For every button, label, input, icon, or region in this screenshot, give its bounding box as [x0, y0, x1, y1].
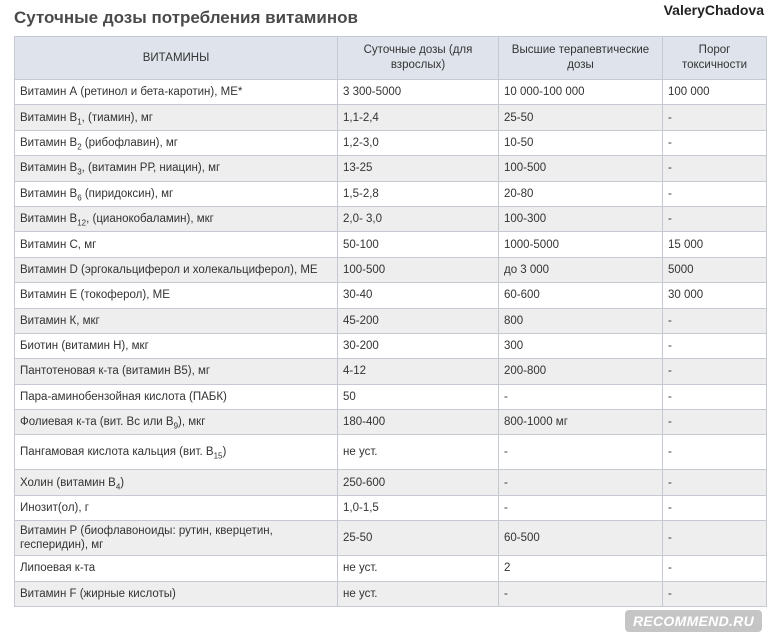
table-row: [15, 181, 767, 206]
toxicity-threshold-cell: -: [663, 105, 767, 130]
vitamin-name-suffix: ): [120, 476, 125, 489]
vitamin-name-text: Витамин В: [20, 111, 78, 124]
toxicity-threshold-cell: 100 000: [663, 80, 767, 105]
table-row: [15, 308, 767, 333]
vitamin-name-subscript: 3: [77, 167, 82, 177]
table-row: [15, 232, 767, 257]
vitamin-name-cell: Витамин А (ретинол и бета-каротин), МЕ*: [15, 80, 338, 105]
toxicity-threshold-cell: -: [663, 521, 767, 556]
table-row: [15, 156, 767, 181]
therapeutic-dose-cell: -: [499, 435, 663, 470]
vitamin-name-cell: Биотин (витамин Н), мкг: [15, 333, 338, 358]
vitamin-name-subscript: 15: [213, 451, 223, 461]
therapeutic-dose-cell: 200-800: [499, 359, 663, 384]
vitamin-name-cell: [15, 156, 338, 181]
vitamin-name-suffix: (пиридоксин), мг: [81, 187, 174, 200]
table-row: [15, 556, 767, 581]
vitamin-name-cell: [15, 181, 338, 206]
vitamin-name-cell: [15, 470, 338, 495]
therapeutic-dose-cell: -: [499, 384, 663, 409]
toxicity-threshold-cell: -: [663, 556, 767, 581]
vitamin-name-cell: Витамин D (эргокальциферол и холекальциферол), МЕ: [15, 257, 338, 282]
daily-dose-cell: 100-500: [338, 257, 499, 282]
author-name: ValeryChadova: [663, 2, 764, 18]
page-title: Суточные дозы потребления витаминов: [14, 8, 358, 27]
therapeutic-dose-cell: 10 000-100 000: [499, 80, 663, 105]
toxicity-threshold-cell: -: [663, 495, 767, 520]
daily-dose-cell: 30-40: [338, 283, 499, 308]
vitamin-name-subscript: 9: [173, 421, 179, 431]
vitamin-name-text: Витамин В: [20, 213, 78, 226]
toxicity-threshold-cell: -: [663, 581, 767, 606]
vitamin-name-cell: Витамин Е (токоферол), МЕ: [15, 283, 338, 308]
daily-dose-cell: 1,0-1,5: [338, 495, 499, 520]
toxicity-threshold-cell: -: [663, 130, 767, 155]
therapeutic-dose-cell: 60-500: [499, 521, 663, 556]
vitamin-name-cell: Пара-аминобензойная кислота (ПАБК): [15, 384, 338, 409]
table-row: [15, 257, 767, 282]
daily-dose-cell: 250-600: [338, 470, 499, 495]
column-header-therapeutic: Высшие терапевтические дозы: [499, 37, 663, 80]
daily-dose-cell: 1,1-2,4: [338, 105, 499, 130]
vitamin-name-suffix: ), мкг: [178, 416, 206, 429]
daily-dose-cell: 50: [338, 384, 499, 409]
vitamin-name-subscript: 4: [115, 481, 121, 491]
table-row: [15, 435, 767, 470]
vitamin-table: [14, 36, 767, 607]
daily-dose-cell: 13-25: [338, 156, 499, 181]
vitamin-name-text: Пангамовая кислота кальция (вит. В: [20, 446, 214, 459]
table-row: [15, 384, 767, 409]
daily-dose-cell: не уст.: [338, 581, 499, 606]
toxicity-threshold-cell: -: [663, 384, 767, 409]
therapeutic-dose-cell: 20-80: [499, 181, 663, 206]
vitamin-name-cell: [15, 206, 338, 231]
table-row: [15, 521, 767, 556]
therapeutic-dose-cell: 100-500: [499, 156, 663, 181]
daily-dose-cell: не уст.: [338, 556, 499, 581]
vitamin-name-suffix: ): [222, 446, 227, 459]
table-row: [15, 495, 767, 520]
daily-dose-cell: 45-200: [338, 308, 499, 333]
vitamin-name-suffix: , (тиамин), мг: [81, 111, 153, 124]
vitamin-name-text: Витамин В: [20, 187, 78, 200]
vitamin-name-cell: Витамин К, мкг: [15, 308, 338, 333]
toxicity-threshold-cell: 15 000: [663, 232, 767, 257]
vitamin-name-cell: [15, 435, 338, 470]
vitamin-name-cell: [15, 105, 338, 130]
therapeutic-dose-cell: -: [499, 470, 663, 495]
daily-dose-cell: 2,0- 3,0: [338, 206, 499, 231]
therapeutic-dose-cell: 100-300: [499, 206, 663, 231]
vitamin-name-subscript: 2: [77, 142, 82, 152]
table-row: [15, 410, 767, 435]
daily-dose-cell: 1,5-2,8: [338, 181, 499, 206]
vitamin-name-suffix: (рибофлавин), мг: [81, 136, 178, 149]
toxicity-threshold-cell: -: [663, 359, 767, 384]
daily-dose-cell: 30-200: [338, 333, 499, 358]
table-row: [15, 206, 767, 231]
therapeutic-dose-cell: 60-600: [499, 283, 663, 308]
therapeutic-dose-cell: 300: [499, 333, 663, 358]
vitamin-name-cell: [15, 130, 338, 155]
daily-dose-cell: 25-50: [338, 521, 499, 556]
vitamin-name-text: Холин (витамин В: [20, 476, 116, 489]
toxicity-threshold-cell: 5000: [663, 257, 767, 282]
vitamin-name-cell: Витамин С, мг: [15, 232, 338, 257]
toxicity-threshold-cell: 30 000: [663, 283, 767, 308]
vitamin-name-subscript: 6: [77, 193, 82, 203]
table-header-row: [15, 37, 767, 80]
table-row: [15, 359, 767, 384]
table-row: [15, 130, 767, 155]
table-row: [15, 581, 767, 606]
therapeutic-dose-cell: -: [499, 581, 663, 606]
vitamin-name-text: Витамин В: [20, 136, 78, 149]
toxicity-threshold-cell: -: [663, 410, 767, 435]
toxicity-threshold-cell: -: [663, 470, 767, 495]
therapeutic-dose-cell: до 3 000: [499, 257, 663, 282]
daily-dose-cell: 1,2-3,0: [338, 130, 499, 155]
vitamin-name-cell: Инозит(ол), г: [15, 495, 338, 520]
therapeutic-dose-cell: 800-1000 мг: [499, 410, 663, 435]
toxicity-threshold-cell: -: [663, 435, 767, 470]
vitamin-name-cell: Витамин F (жирные кислоты): [15, 581, 338, 606]
table-row: [15, 105, 767, 130]
vitamin-name-subscript: 1: [77, 116, 82, 126]
toxicity-threshold-cell: -: [663, 308, 767, 333]
table-row: [15, 470, 767, 495]
therapeutic-dose-cell: 1000-5000: [499, 232, 663, 257]
toxicity-threshold-cell: -: [663, 156, 767, 181]
vitamin-name-text: Фолиевая к-та (вит. Вс или В: [20, 416, 174, 429]
column-header-toxic: Порог токсичности: [663, 37, 767, 80]
therapeutic-dose-cell: -: [499, 495, 663, 520]
toxicity-threshold-cell: -: [663, 206, 767, 231]
vitamin-name-cell: Витамин Р (биофлавоноиды: рутин, кверцетин, гесперидин), мг: [15, 521, 338, 556]
vitamin-name-suffix: , (витамин РР, ниацин), мг: [81, 162, 221, 175]
vitamin-name-cell: Пантотеновая к-та (витамин В5), мг: [15, 359, 338, 384]
therapeutic-dose-cell: 25-50: [499, 105, 663, 130]
vitamin-name-cell: Липоевая к-та: [15, 556, 338, 581]
daily-dose-cell: не уст.: [338, 435, 499, 470]
daily-dose-cell: 180-400: [338, 410, 499, 435]
vitamin-name-text: Витамин В: [20, 162, 78, 175]
column-header-daily: Суточные дозы (для взрослых): [338, 37, 499, 80]
vitamin-name-subscript: 12: [77, 218, 87, 228]
toxicity-threshold-cell: -: [663, 333, 767, 358]
column-header-vitamins: ВИТАМИНЫ: [15, 37, 338, 80]
therapeutic-dose-cell: 2: [499, 556, 663, 581]
watermark-logo: RECOMMEND.RU: [625, 610, 762, 632]
therapeutic-dose-cell: 800: [499, 308, 663, 333]
vitamin-name-cell: [15, 410, 338, 435]
vitamin-name-suffix: , (цианокобаламин), мкг: [86, 213, 214, 226]
daily-dose-cell: 50-100: [338, 232, 499, 257]
toxicity-threshold-cell: -: [663, 181, 767, 206]
table-row: [15, 80, 767, 105]
therapeutic-dose-cell: 10-50: [499, 130, 663, 155]
daily-dose-cell: 3 300-5000: [338, 80, 499, 105]
daily-dose-cell: 4-12: [338, 359, 499, 384]
table-row: [15, 283, 767, 308]
table-row: [15, 333, 767, 358]
